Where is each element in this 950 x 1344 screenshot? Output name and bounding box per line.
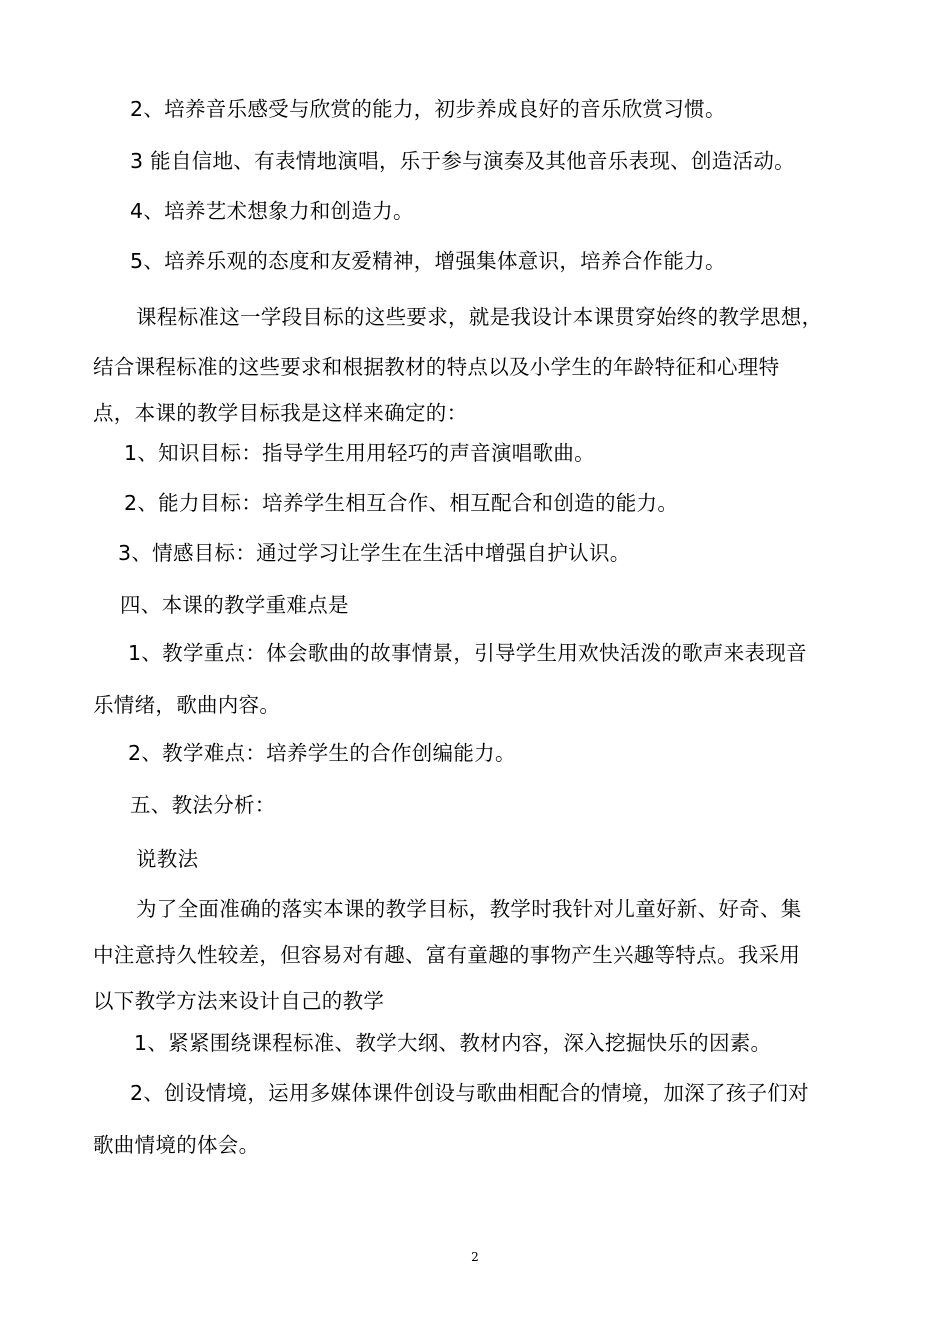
- paragraph-line: 结合课程标准的这些要求和根据教材的特点以及小学生的年龄特征和心理特: [93, 355, 780, 379]
- key-point-line: 乐情绪，歌曲内容。: [93, 693, 281, 717]
- goal-line-3: 3 能自信地、有表情地演唱，乐于参与演奏及其他音乐表现、创造活动。: [130, 149, 795, 173]
- paragraph-line: 为了全面准确的落实本课的教学目标，教学时我针对儿童好新、好奇、集: [136, 897, 802, 921]
- paragraph-line: 以下教学方法来设计自己的教学: [93, 989, 385, 1013]
- goal-line-4: 4、培养艺术想象力和创造力。: [130, 199, 414, 223]
- method-line-2: 2、创设情境，运用多媒体课件创设与歌曲相配合的情境，加深了孩子们对: [130, 1081, 809, 1105]
- objective-knowledge: 1、知识目标：指导学生用用轻巧的声音演唱歌曲。: [124, 441, 595, 465]
- paragraph-line: 点，本课的教学目标我是这样来确定的：: [93, 401, 468, 425]
- page-number: 2: [471, 1250, 479, 1264]
- method-line-2: 歌曲情境的体会。: [93, 1133, 260, 1157]
- key-point-line: 1、教学重点：体会歌曲的故事情景，引导学生用欢快活泼的歌声来表现音: [128, 641, 807, 665]
- objective-emotion: 3、情感目标：通过学习让学生在生活中增强自护认识。: [118, 541, 631, 565]
- section-heading: 四、本课的教学重难点是: [120, 593, 349, 617]
- goal-line-5: 5、培养乐观的态度和友爱精神，增强集体意识，培养合作能力。: [130, 249, 726, 273]
- paragraph-line: 中注意持久性较差，但容易对有趣、富有童趣的事物产生兴趣等特点。我采用: [93, 943, 801, 967]
- method-line-1: 1、紧紧围绕课程标准、教学大纲、教材内容，深入挖掘快乐的因素。: [134, 1031, 772, 1055]
- goal-line-2: 2、培养音乐感受与欣赏的能力，初步养成良好的音乐欣赏习惯。: [130, 97, 726, 121]
- difficulty-line: 2、教学难点：培养学生的合作创编能力。: [128, 741, 516, 765]
- paragraph-line: 课程标准这一学段目标的这些要求，就是我设计本课贯穿始终的教学思想，: [136, 305, 823, 329]
- section-heading: 五、教法分析：: [130, 793, 276, 817]
- objective-ability: 2、能力目标：培养学生相互合作、相互配合和创造的能力。: [124, 491, 679, 515]
- subheading: 说教法: [136, 847, 199, 871]
